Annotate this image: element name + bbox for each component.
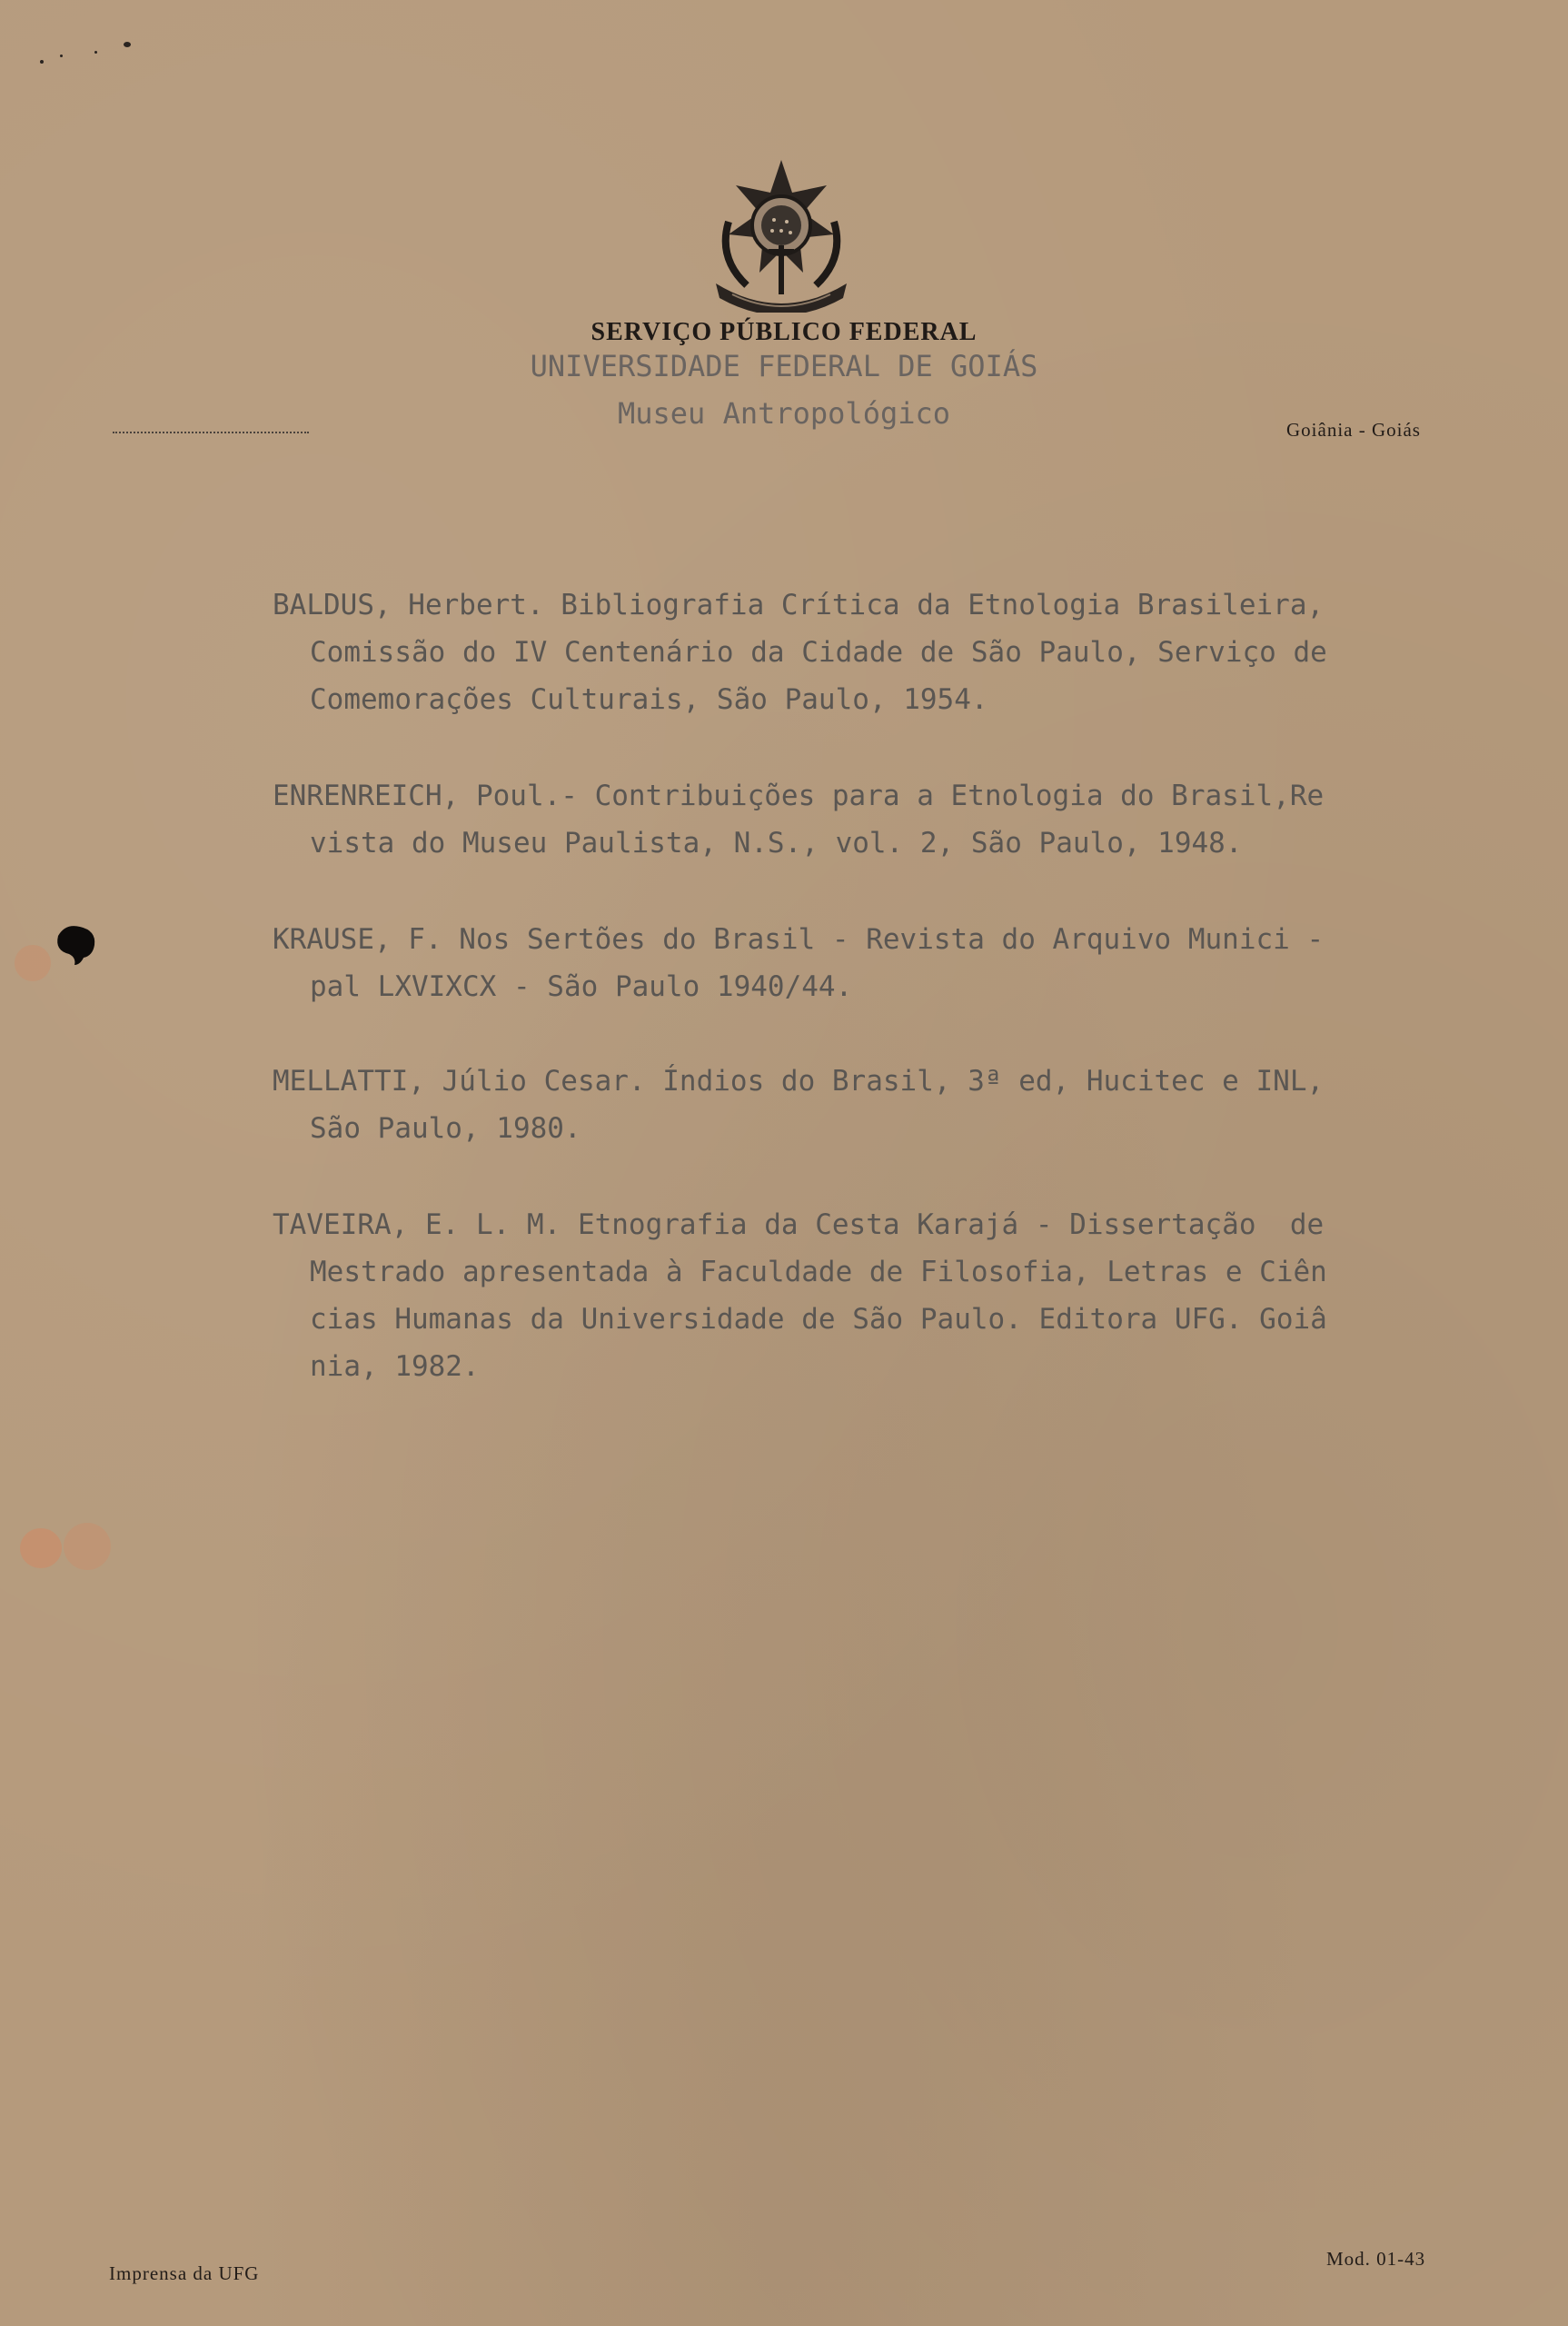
reference-entry-enrenreich xyxy=(273,772,1454,867)
reference-line: TAVEIRA, E. L. M. Etnografia da Cesta Karajá - Dissertação de xyxy=(273,1208,1325,1241)
reference-entry-baldus xyxy=(273,582,1454,723)
reference-line: KRAUSE, F. Nos Sertões do Brasil - Revista do Arquivo Munici - xyxy=(273,923,1325,956)
reference-dotted-line xyxy=(113,432,309,433)
agency-heading: SERVIÇO PÚBLICO FEDERAL xyxy=(590,318,978,346)
reference-line: Comissão do IV Centenário da Cidade de São Paulo, Serviço de xyxy=(310,636,1327,669)
form-code: Mod. 01-43 xyxy=(1326,2248,1426,2270)
paper-speck xyxy=(60,55,63,57)
printer-credit: Imprensa da UFG xyxy=(109,2262,260,2284)
punch-hole xyxy=(64,1523,111,1570)
ink-blot xyxy=(53,923,98,967)
paper-speck xyxy=(40,60,44,64)
city-location: Goiânia - Goiás xyxy=(1286,419,1421,441)
reference-line: MELLATTI, Júlio Cesar. Índios do Brasil, 3ª ed, Hucitec e INL, xyxy=(273,1065,1325,1098)
reference-line: ENRENREICH, Poul.- Contribuições para a Etnologia do Brasil,Re xyxy=(273,780,1325,812)
reference-line: São Paulo, 1980. xyxy=(310,1112,581,1145)
department-heading: Museu Antropológico xyxy=(617,396,951,431)
brazil-coat-of-arms-icon xyxy=(709,158,854,313)
paper-speck xyxy=(94,51,97,54)
punch-hole xyxy=(15,945,51,981)
reference-line: nia, 1982. xyxy=(310,1350,480,1383)
reference-line: vista do Museu Paulista, N.S., vol. 2, São Paulo, 1948. xyxy=(310,827,1243,860)
punch-hole xyxy=(20,1528,62,1568)
reference-entry-taveira xyxy=(273,1201,1454,1390)
reference-line: Mestrado apresentada à Faculdade de Filosofia, Letras e Ciên xyxy=(310,1256,1327,1288)
reference-entry-krause xyxy=(273,916,1454,1010)
reference-entry-mellatti xyxy=(273,1058,1454,1152)
paper-speck xyxy=(124,42,131,47)
reference-line: cias Humanas da Universidade de São Paulo. Editora UFG. Goiâ xyxy=(310,1303,1327,1336)
reference-line: Comemorações Culturais, São Paulo, 1954. xyxy=(310,683,988,716)
university-heading: UNIVERSIDADE FEDERAL DE GOIÁS xyxy=(530,349,1038,383)
reference-line: pal LXVIXCX - São Paulo 1940/44. xyxy=(310,970,853,1003)
reference-line: BALDUS, Herbert. Bibliografia Crítica da Etnologia Brasileira, xyxy=(273,589,1325,621)
